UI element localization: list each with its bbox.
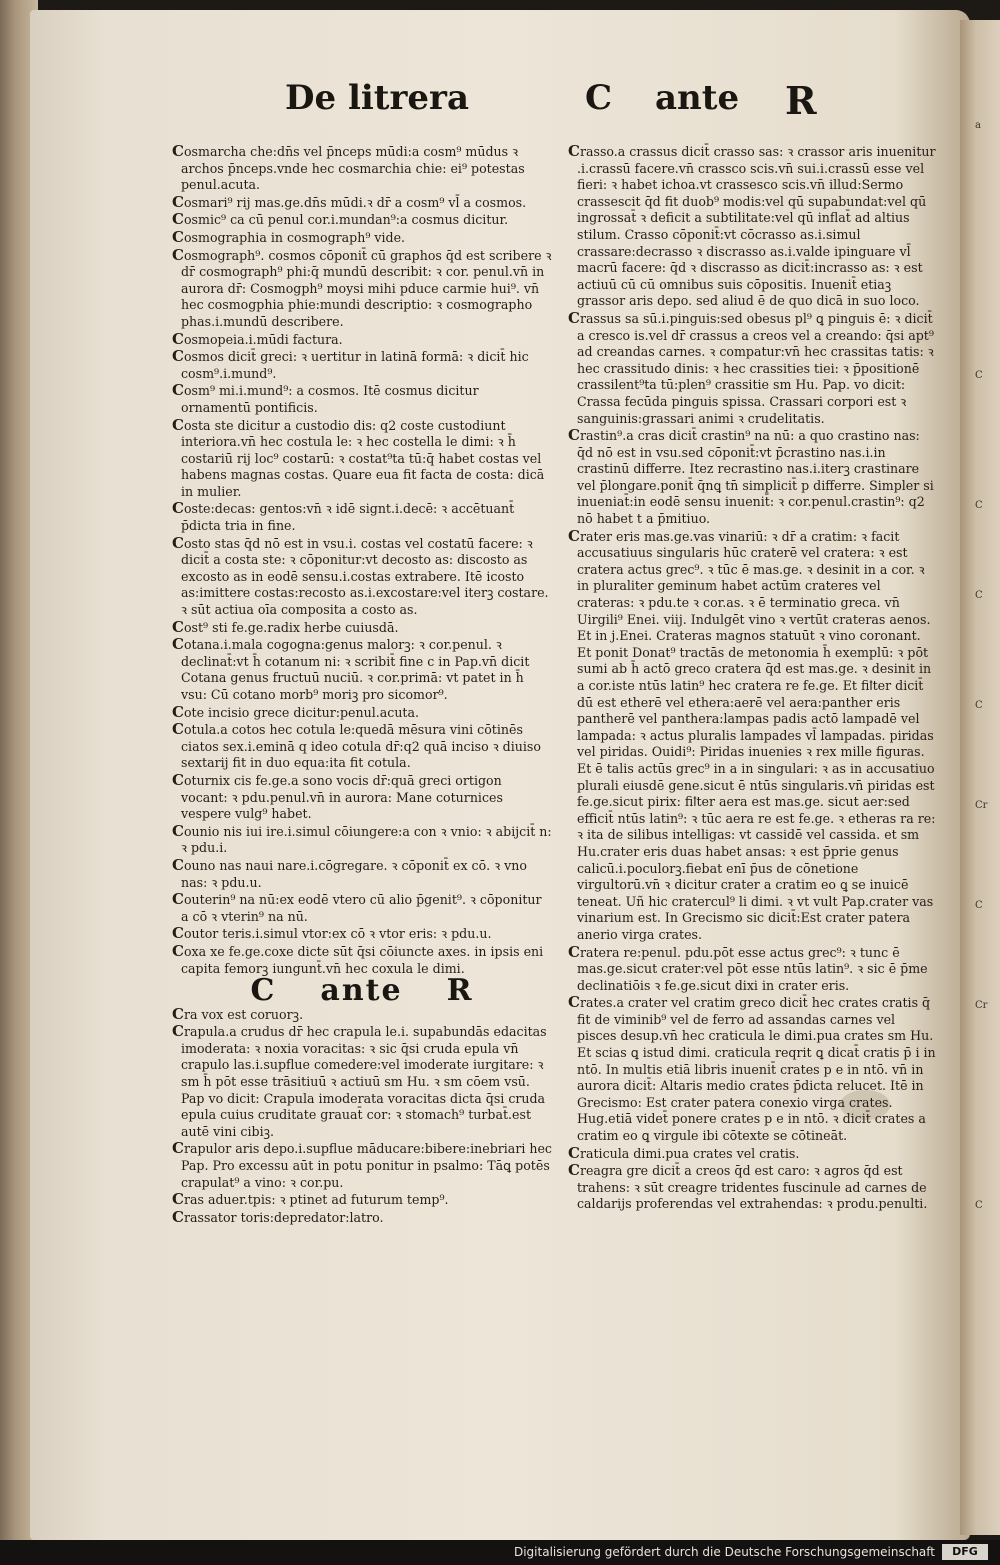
entry-initial: C — [172, 245, 184, 264]
entry-text: ounio nis iui ire.i.simul cōiungere:a con ꝛ vnio: ꝛ abijcit̄ n: ꝛ pdu.i. — [181, 823, 552, 856]
entry-initial: C — [172, 1207, 184, 1226]
section-heading — [172, 973, 552, 1009]
entry — [568, 310, 938, 427]
entry-initial: C — [568, 1143, 580, 1162]
entry-text: rassator toris:depredator:latro. — [183, 1209, 384, 1225]
entry-initial: C — [172, 1004, 184, 1023]
entry — [172, 1191, 552, 1209]
margin-note: C — [975, 500, 983, 511]
margin-note: a — [975, 120, 981, 131]
entry — [172, 1209, 552, 1227]
entry — [568, 1145, 938, 1163]
entry-text: osmographia in cosmograph⁹ vide. — [183, 229, 406, 245]
entry-text: oxa xe fe.ge.coxe dicte sūt q̄si cōiuncte axes. in ipsis eni capita femorꝫ iungunt̄.vn̄ hec coxula le dimi. — [181, 943, 544, 976]
entry-initial: C — [172, 415, 184, 434]
entry-initial: C — [172, 941, 184, 960]
entry-initial: C — [172, 381, 184, 400]
entry — [172, 500, 552, 534]
entry — [568, 427, 938, 528]
entry — [172, 1006, 552, 1024]
entry — [172, 823, 552, 857]
header-letter-right: R — [785, 78, 817, 123]
entry-initial: C — [172, 142, 184, 160]
entry-text: rapulor aris depo.i.supflue māducare:bibere:inebriari hec Pap. Pro excessu aūt in potu ponitur in psalmo: Tāꝗ potēs crapulat⁹ a vino: ꝛ cor.pu. — [181, 1141, 552, 1190]
entry-text: ouno nas naui nare.i.cōgregare. ꝛ cōponit̄ ex cō. ꝛ vno nas: ꝛ pdu.u. — [181, 857, 527, 890]
entry — [172, 704, 552, 722]
entry — [568, 143, 938, 310]
margin-note: Cr — [975, 800, 988, 811]
entry — [172, 194, 552, 212]
entry — [172, 331, 552, 349]
footer-credit: Digitalisierung gefördert durch die Deutsche Forschungsgemeinschaft — [513, 1545, 935, 1559]
right-column — [568, 143, 938, 1213]
entry — [172, 247, 552, 331]
entry-initial: C — [172, 329, 184, 348]
entry-initial: C — [568, 426, 580, 445]
entry-text: oturnix cis fe.ge.a sono vocis dr̄:quā greci ortigon vocant: ꝛ pdu.penul.vn̄ in aurora: Mane coturnices vespere vulg⁹ habet. — [181, 772, 503, 822]
entry-initial: C — [172, 499, 184, 518]
entry-initial: C — [172, 924, 184, 943]
running-header — [230, 78, 870, 128]
entry-text: rastin⁹.a cras dicit̄ crastin⁹ na nū: a quo crastino nas: q̄d nō est in vsu.sed cōponit̄:vt p̄crastino nas.i.in crastinū differre. Itez recrastino nas.i.iterꝫ crastinare vel p̄longare.ponit̄ q̄nꝗ tn̄ simplicit̄ p differre. Simpler si inueniat̄:in eodē sensu inuenit̄: ꝛ cor.penul.crastin⁹: q2 nō habet t a p̄mitiuo. — [577, 428, 934, 527]
entry-text: ras aduer.tpis: ꝛ ptinet ad futurum temp⁹. — [183, 1192, 449, 1208]
entry-text: oste:decas: gentos:vn̄ ꝛ idē signt.i.decē: ꝛ accētuant̄ p̄dicta tria in fine. — [181, 501, 515, 534]
entry-text: osmari⁹ rij mas.ge.dn̄s mūdi.ꝛ dr̄ a cosm⁹ vl̄ a cosmos. — [183, 194, 527, 210]
header-ante: ante — [655, 78, 740, 118]
entry — [172, 382, 552, 416]
entry-initial: C — [568, 526, 580, 545]
entry — [172, 229, 552, 247]
entry — [172, 535, 552, 619]
entry — [172, 619, 552, 637]
entry-text: osm⁹ mi.i.mund⁹: a cosmos. Itē cosmus dicitur ornamentū pontificis. — [181, 383, 479, 415]
entry-initial: C — [172, 210, 184, 229]
section-heading-part: C — [250, 973, 277, 1009]
entry-initial: C — [568, 142, 580, 160]
entry — [172, 1140, 552, 1191]
margin-note: C — [975, 1200, 983, 1211]
entry — [172, 1023, 552, 1140]
entry — [172, 721, 552, 772]
entry-initial: C — [172, 890, 184, 909]
entry-text: reagra gre dicit̄ a creos q̄d est caro: ꝛ agros q̄d est trahens: ꝛ sūt creagre tridentes fuscinule ad carnes de caldarijs proferendas vel extrahendas: ꝛ produ.penulti. — [577, 1163, 928, 1212]
header-letter: C — [585, 78, 613, 118]
entry-text: osmograph⁹. cosmos cōponit̄ cū graphos q̄d est scribere ꝛ dr̄ cosmograph⁹ phi:q̄ mundū describit: ꝛ cor. penul.vn̄ in aurora dr̄: Cosmogph⁹ moysi mihi pduce carmie hui⁹. vn̄ hec cosmogphia phie:mundi descriptio: ꝛ cosmographo phas.i.mundū describere. — [181, 247, 552, 329]
entry — [172, 636, 552, 703]
entry-initial: C — [172, 1190, 184, 1209]
entry-text: osmarcha che:dn̄s vel p̄nceps mūdi:a cosm⁹ mūdus ꝛ archos p̄nceps.vnde hec cosmarchia chie: ei⁹ potestas penul.acuta. — [181, 144, 525, 193]
section-heading-part: R — [446, 973, 474, 1009]
entry-initial: C — [172, 1139, 184, 1158]
margin-note: C — [975, 370, 983, 381]
entry-initial: C — [172, 855, 184, 874]
entry — [172, 857, 552, 891]
entry-text: rater eris mas.ge.vas vinariū: ꝛ dr̄ a cratim: ꝛ facit accusatiuus singularis hūc craterē vel cratera: ꝛ est cratera actus grec⁹. ꝛ tūc ē mas.ge. ꝛ desinit in a cor. ꝛ in pluraliter geminum habet actūm crateres vel crateras: ꝛ pdu.te ꝛ cor.as. ꝛ ē terminatio greca. vn̄ Uirgili⁹ Enei. viij. Indulgēt vino ꝛ vertūt crateras aenos. Et in j.Enei. Crateras magnos statuūt ꝛ vino coronant. Et ponit Donat⁹ tractās de metonomia h̄ exemplū: ꝛ pōt sumi ab h̄ actō greco cratera q̄d est mas.ge. ꝛ desinit in a cor.iste ntūs latin⁹ hec cratera re fe.ge. Et fiꝉter dicit̄ dū est etherē vel ethera:aerē vel aera:panther eris pantherē vel panthera:lampas padis actō lampadē vel lampada: ꝛ actus pluralis lampades vl̄ lampadas. piridas vel piridas. Ouidi⁹: Piridas inuenies ꝛ rex mille figuras. Et ē talis actūs grec⁹ in a in singulari: ꝛ as in accusatiuo plurali eiusdē gene.sicut ē ntūs singularis.vn̄ piridas est fe.ge.sicut pirix: fiꝉter aera est mas.ge. sicut aer:sed efficit̄ ntūs latin⁹: ꝛ tūc aera re est fe.ge. ꝛ etheras ra re: ꝛ ita de silibus intelligas: vt cassidē vel cassida. et sm Hu.crater eris duas habet ansas: ꝛ est p̄prie genus calicū.i.poculorꝫ.fiebat enī p̄us de cōnetione virgultorū.vn̄ ꝛ dicitur crater a cratim eo ꝗ se inuicē teneat. Uñ hic cratercul⁹ li dimi. ꝛ vt vult Pap.crater vas vinarium est. In Grecismo sic dicit̄:Est crater patera anerio virga crates. — [577, 528, 936, 942]
entry-text: rassus sa sū.i.pinguis:sed obesus pl⁹ ꝗ pinguis ē: ꝛ dicit̄ a cresco is.vel dr̄ crassus a creos vel a creando: q̄si apt⁹ ad creandas carnes. ꝛ compatur:vn̄ hec crassitas tatis: ꝛ hec crassitudo dinis: ꝛ hec crassities tiei: ꝛ p̄positionē crassilent⁹ta tū:plen⁹ crassitie sm Hu. Pap. vo dicit: Crassa fecūda pinguis spissa. Crassari corpori est ꝛ sanguinis:grassari animi ꝛ crudelitatis. — [577, 310, 934, 426]
entry-initial: C — [568, 942, 580, 961]
entry — [568, 1162, 938, 1213]
entry-initial: C — [172, 533, 184, 552]
entry-text: rasso.a crassus dicit̄ crasso sas: ꝛ crassor aris inuenitur .i.crassū facere.vn̄ crassco scis.vn̄ sui.i.crassū esse vel fieri: ꝛ habet ichoa.vt crassesco scis.vn̄ illud:Sermo crassescit q̄d fit duob⁹ modis:vel qū supabundat:vel qū ingrossat̄ ꝛ deficit a subtilitate:vel qū inflat̄ ad altius stilum. Crasso cōponit̄:vt cōcrasso as.i.simul crassare:decrasso ꝛ discrasso as.i.valde ipinguare vl̄ macrū facere: q̄d ꝛ discrasso as dicit̄:incrasso as: ꝛ est actiuū cū cū omnibus suis cōpositis. Inuenit̄ etiaꝫ grassor aris depo. sed aliud ē de quo dicā in suo loco. — [577, 144, 936, 309]
entry — [172, 348, 552, 382]
entry — [172, 772, 552, 823]
entry-text: ote incisio grece dicitur:penul.acuta. — [183, 704, 420, 720]
entry-initial: C — [172, 821, 184, 840]
header-left: De litrera — [285, 78, 469, 118]
entry — [568, 994, 938, 1144]
margin-note: Cr — [975, 1000, 988, 1011]
entry — [568, 528, 938, 944]
entry — [172, 143, 552, 194]
entry-text: osmos dicit̄ greci: ꝛ uertitur in latinā formā: ꝛ dicit̄ hic cosm⁹.i.mund⁹. — [181, 349, 529, 381]
entry-text: outerin⁹ na nū:ex eodē vtero cū alio p̄genit⁹. ꝛ cōponitur a cō ꝛ vterin⁹ na nū. — [181, 892, 542, 924]
margin-note: C — [975, 900, 983, 911]
entry-initial: C — [568, 308, 580, 327]
entry-initial: C — [568, 993, 580, 1012]
entry-text: ost⁹ sti fe.ge.radix herbe cuiusdā. — [183, 619, 399, 635]
entry-initial: C — [172, 192, 184, 211]
section-heading-part: ante — [320, 973, 403, 1009]
entry-text: osto stas q̄d nō est in vsu.i. costas vel costatū facere: ꝛ dicit̄ a costa ste: ꝛ cōponitur:vt decosto as: discosto as excosto as in eodē sensu.i.costas extrabere. Itē icosto as:imittere costas:recosto as.i.excostare:vel iterꝫ costare. ꝛ sūt actiua oīa composita a costo as. — [181, 535, 549, 618]
margin-note: C — [975, 590, 983, 601]
margin-note: C — [975, 700, 983, 711]
entry-text: osta ste dicitur a custodio dis: q2 coste custodiunt interiora.vn̄ hec costula le: ꝛ hec costella le dimi: ꝛ h̄ costariū rij loc⁹ costarū: ꝛ costat⁹ta tū:q̄ habet costas vel habens magnas costas. Quare eua fit facta de costa: dicā in mulier. — [181, 417, 545, 499]
entry-initial: C — [172, 617, 184, 636]
entry-initial: C — [172, 347, 184, 366]
entry-initial: C — [172, 770, 184, 789]
entry-text: otana.i.mala cogogna:genus malorꝫ: ꝛ cor.penul. ꝛ declinat̄:vt h̄ cotanum ni: ꝛ scribit̄ fine c in Pap.vn̄ dicit Cotana genus fructuū nuciū. ꝛ cor.primā: vt patet in h̄ vsu: Cū cotano morb⁹ moriꝫ pro sicomor⁹. — [181, 637, 530, 702]
entry — [172, 891, 552, 925]
entry-initial: C — [172, 635, 184, 654]
next-page-edge — [960, 20, 1000, 1535]
entry — [568, 944, 938, 995]
entry-text: ra vox est coruorꝫ. — [183, 1006, 304, 1022]
entry-initial: C — [172, 1022, 184, 1041]
entry-text: otula.a cotos hec cotula le:quedā mēsura vini cōtinēs ciatos sex.i.eminā q ideo cotula dr̄:q2 quā inciso ꝛ diuiso sextarij fit in duo equa:ita fit cotula. — [181, 722, 541, 771]
entry-text: rates.a crater vel cratim greco dicit̄ hec crates cratis q̄ fit de viminib⁹ vel de ferro ad assandas carnes vel pisces desup.vn̄ hec craticula le dimi.pua crates sm Hu. Et scias ꝗ istud dimi. craticula reqrit ꝗ dicat̄ cratis p̄ i in ntō. In multis etiā libris inuenit̄ crates p e in ntō. vn̄ in aurora dicit̄: Altaris medio crates p̄dicta relucet. Itē in Grecismo: Est crater patera conexio virga crates. Hug.etiā videt̄ ponere crates p e in ntō. ꝛ dicit̄ crates a cratim eo ꝗ virgule ibi cōtexte se cōtineāt. — [577, 995, 936, 1144]
left-column — [172, 143, 552, 1226]
entry — [172, 417, 552, 501]
entry — [172, 943, 552, 977]
entry-initial: C — [172, 702, 184, 721]
entry-initial: C — [568, 1161, 580, 1180]
entry-text: osmic⁹ ca cū penul cor.i.mundan⁹:a cosmus dicitur. — [183, 212, 509, 228]
dfg-logo: DFG — [942, 1544, 988, 1560]
entry — [172, 211, 552, 229]
entry-text: ratera re:penul. pdu.pōt esse actus grec⁹: ꝛ tunc ē mas.ge.sicut crater:vel pōt esse ntūs latin⁹. ꝛ sic ē p̄me declinatiōis ꝛ fe.ge.sicut dixi in crater eris. — [577, 944, 928, 993]
entry-text: osmopeia.i.mūdi factura. — [183, 331, 343, 347]
entry-initial: C — [172, 720, 184, 739]
entry-text: rapula.a crudus dr̄ hec crapula le.i. supabundās edacitas imoderata: ꝛ noxia voracitas: ꝛ sic q̄si cruda epula vn̄ crapulo las.i.supflue comedere:vel imoderate iurgitare: ꝛ sm h̄ pōt esse trāsitiuū ꝛ actiuū sm Hu. ꝛ sm cōem vsū. Pap vo dicit: Crapula imoderata voracitas dicta q̄si cruda epula cuius cruditate grauat̄ cor: ꝛ stomach⁹ turbat̄.est autē vini cibiꝫ. — [181, 1024, 547, 1139]
entry-text: raticula dimi.pua crates vel cratis. — [579, 1145, 800, 1161]
entry-text: outor teris.i.simul vtor:ex cō ꝛ vtor eris: ꝛ pdu.u. — [183, 926, 492, 942]
entry — [172, 925, 552, 943]
entry-initial: C — [172, 227, 184, 246]
